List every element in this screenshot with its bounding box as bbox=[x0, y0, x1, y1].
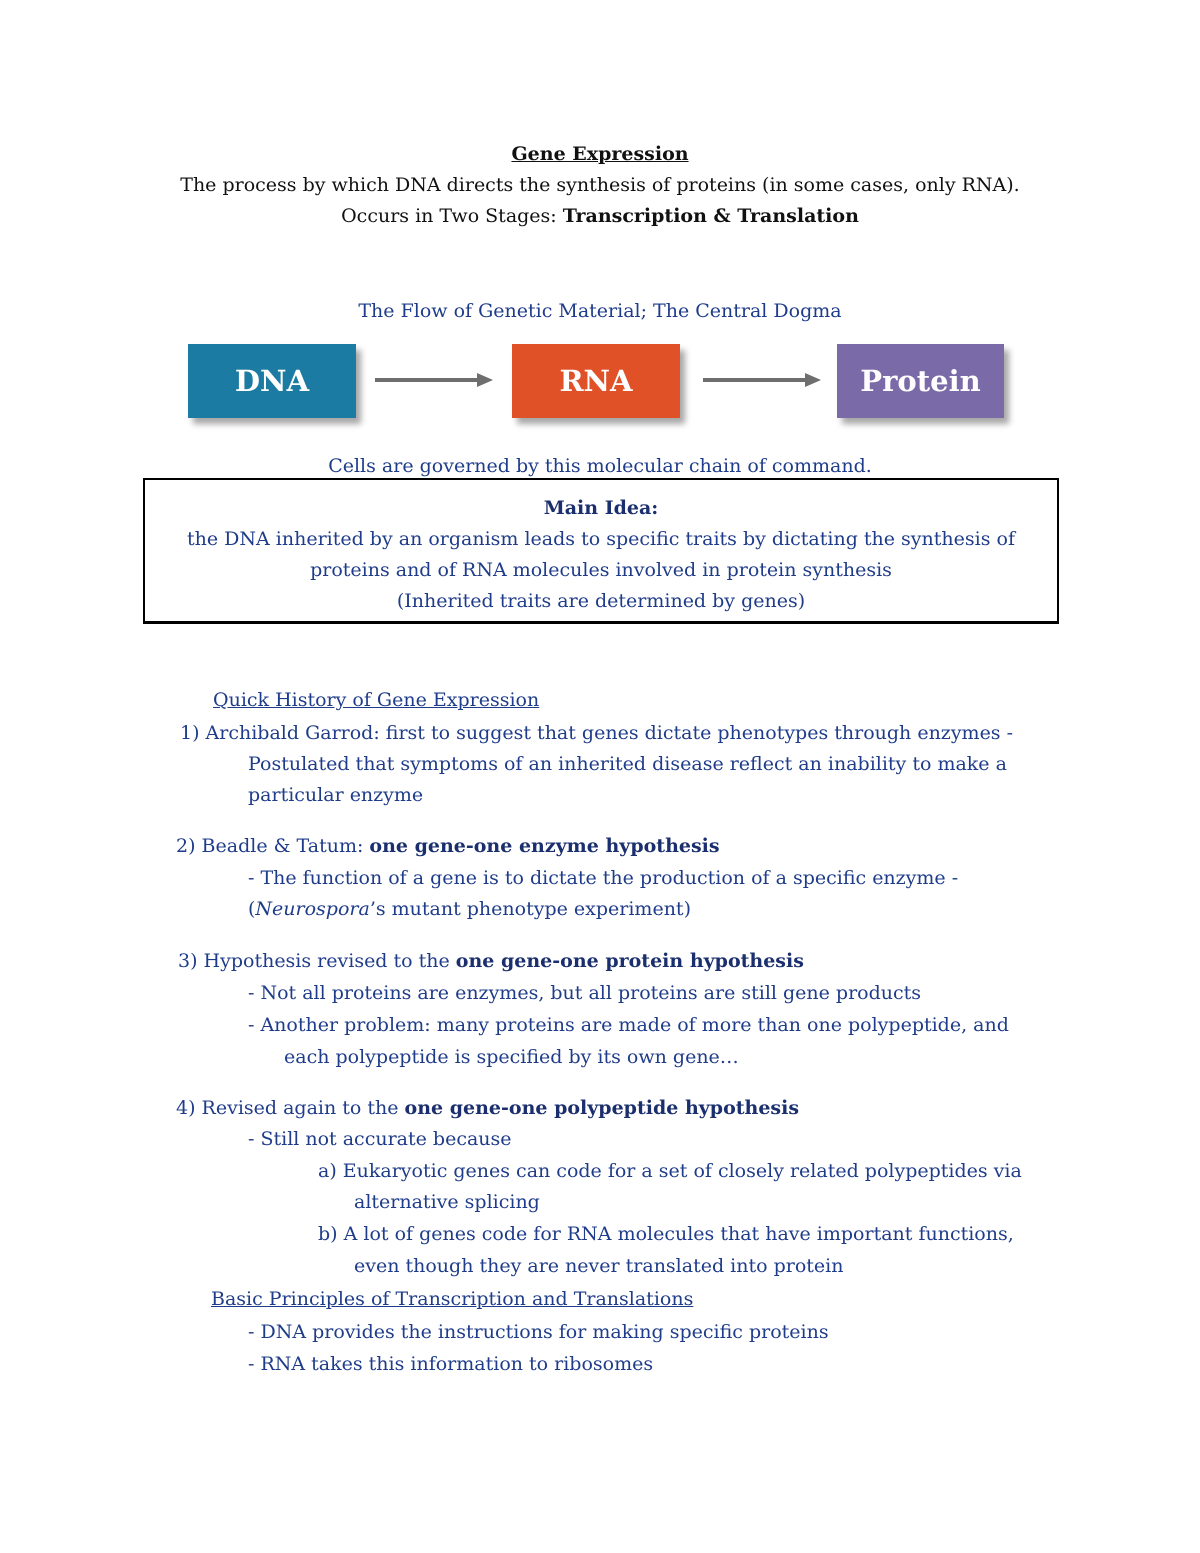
history-item2-line3 bbox=[248, 897, 691, 921]
history-item4-line1 bbox=[176, 1096, 799, 1120]
history-item3-line3: - Another problem: many proteins are made of more than one polypeptide, and bbox=[248, 1014, 1009, 1036]
history-item3-line4: each polypeptide is specified by its own gene… bbox=[284, 1046, 739, 1068]
page-title: Gene Expression bbox=[511, 143, 689, 165]
history-heading: Quick History of Gene Expression bbox=[213, 689, 540, 711]
history-item2-line1 bbox=[176, 834, 720, 858]
history-item2-bold: one gene-one enzyme hypothesis bbox=[369, 835, 720, 857]
intro-stages-bold: Transcription & Translation bbox=[562, 205, 859, 227]
main-idea-line1: the DNA inherited by an organism leads to specific traits by dictating the synthesis of bbox=[187, 528, 1015, 550]
history-item4-prefix: 4) Revised again to the bbox=[176, 1097, 405, 1119]
history-item3-line1 bbox=[178, 949, 804, 973]
main-idea-heading: Main Idea: bbox=[543, 497, 659, 519]
dogma-subcaption: Cells are governed by this molecular chain of command. bbox=[328, 455, 872, 477]
history-item3-bold: one gene-one protein hypothesis bbox=[455, 950, 804, 972]
history-item1-line2: Postulated that symptoms of an inherited disease reflect an inability to make a bbox=[248, 753, 1007, 775]
main-idea-line2: proteins and of RNA molecules involved in protein synthesis bbox=[310, 559, 892, 581]
main-idea-line3: (Inherited traits are determined by genes) bbox=[396, 590, 806, 612]
rna-box: RNA bbox=[512, 344, 680, 418]
principles-line2: - RNA takes this information to ribosomes bbox=[248, 1353, 654, 1375]
history-item4-line2: - Still not accurate because bbox=[248, 1128, 512, 1150]
history-item4-a-line2: alternative splicing bbox=[354, 1191, 540, 1213]
arrow-rna-protein-icon bbox=[703, 372, 823, 388]
intro-stages-prefix: Occurs in Two Stages: bbox=[341, 205, 563, 227]
intro-stages bbox=[0, 204, 1200, 228]
history-item2-rest: ’s mutant phenotype experiment) bbox=[369, 898, 691, 920]
history-item2-line2: - The function of a gene is to dictate the production of a specific enzyme - bbox=[248, 867, 959, 889]
history-item3-line2: - Not all proteins are enzymes, but all proteins are still gene products bbox=[248, 982, 922, 1004]
history-item3-prefix: 3) Hypothesis revised to the bbox=[178, 950, 456, 972]
protein-box: Protein bbox=[837, 344, 1004, 418]
principles-line1: - DNA provides the instructions for making specific proteins bbox=[248, 1321, 829, 1343]
main-idea-box bbox=[143, 478, 1059, 624]
history-item2-prefix: 2) Beadle & Tatum: bbox=[176, 835, 370, 857]
history-item4-bold: one gene-one polypeptide hypothesis bbox=[404, 1097, 800, 1119]
history-item4-b-line2: even though they are never translated into protein bbox=[354, 1255, 844, 1277]
history-item2-italic: Neurospora bbox=[255, 898, 370, 920]
history-item2-open: ( bbox=[248, 898, 256, 920]
history-item4-b-line1: b) A lot of genes code for RNA molecules that have important functions, bbox=[318, 1223, 1014, 1245]
history-item4-a-line1: a) Eukaryotic genes can code for a set of closely related polypeptides via bbox=[318, 1160, 1022, 1182]
principles-heading: Basic Principles of Transcription and Translations bbox=[211, 1288, 694, 1310]
history-item1-line3: particular enzyme bbox=[248, 784, 424, 806]
intro-definition: The process by which DNA directs the synthesis of proteins (in some cases, only RNA). bbox=[180, 174, 1020, 196]
history-item1-line1: 1) Archibald Garrod: first to suggest that genes dictate phenotypes through enzymes - bbox=[180, 722, 1014, 744]
dna-box: DNA bbox=[188, 344, 356, 418]
arrow-dna-rna-icon bbox=[375, 372, 495, 388]
dogma-caption: The Flow of Genetic Material; The Central Dogma bbox=[358, 300, 842, 322]
